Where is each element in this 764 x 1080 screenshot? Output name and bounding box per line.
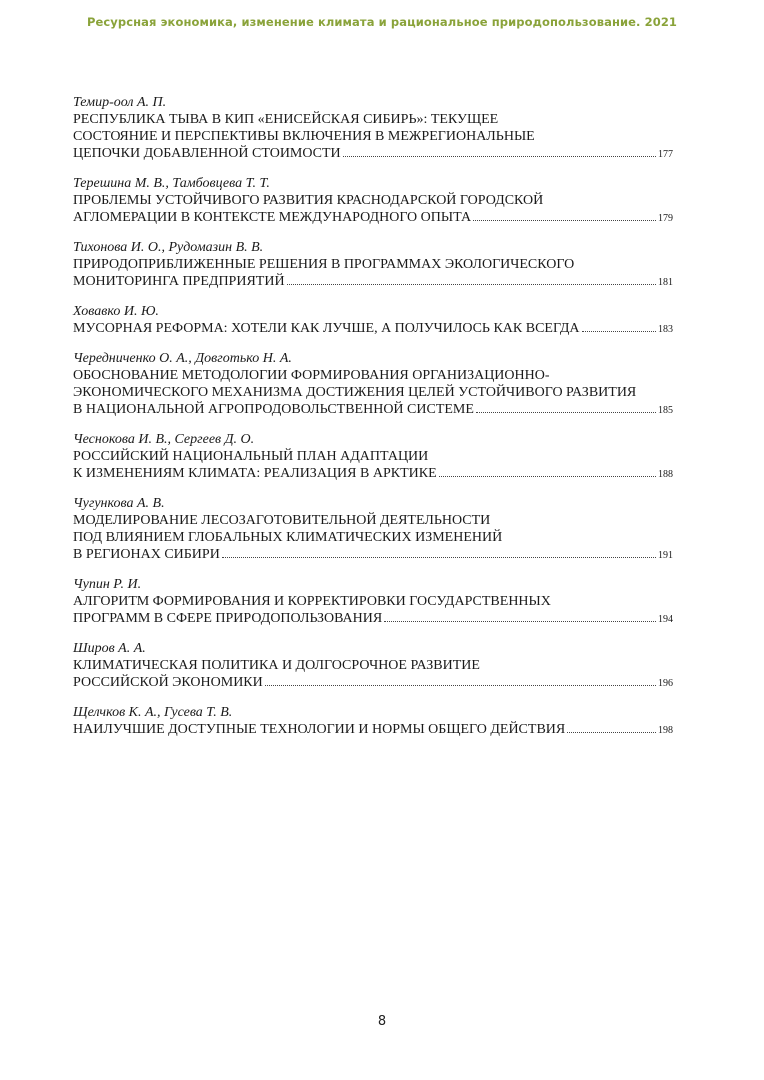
toc-page-number: 198 bbox=[658, 725, 673, 736]
toc-title-text: МОНИТОРИНГА ПРЕДПРИЯТИЙ bbox=[73, 274, 285, 289]
toc-title-line: ПРИРОДОПРИБЛИЖЕННЫЕ РЕШЕНИЯ В ПРОГРАММАХ ЭКОЛОГИЧЕСКОГО bbox=[73, 257, 575, 272]
toc-page-number: 185 bbox=[658, 405, 673, 416]
toc-title-line: РОССИЙСКИЙ НАЦИОНАЛЬНЫЙ ПЛАН АДАПТАЦИИ bbox=[73, 449, 429, 464]
toc-title-line: СОСТОЯНИЕ И ПЕРСПЕКТИВЫ ВКЛЮЧЕНИЯ В МЕЖРЕГИОНАЛЬНЫЕ bbox=[73, 129, 535, 144]
toc-page-number: 194 bbox=[658, 614, 673, 625]
toc-title-line: ОБОСНОВАНИЕ МЕТОДОЛОГИИ ФОРМИРОВАНИЯ ОРГАНИЗАЦИОННО- bbox=[73, 368, 550, 383]
toc-entry bbox=[73, 239, 673, 291]
toc-title-text: В РЕГИОНАХ СИБИРИ bbox=[73, 547, 220, 562]
toc-title-line: АЛГОРИТМ ФОРМИРОВАНИЯ И КОРРЕКТИРОВКИ ГОСУДАРСТВЕННЫХ bbox=[73, 594, 551, 609]
dot-leader bbox=[476, 409, 656, 413]
toc-title-line: КЛИМАТИЧЕСКАЯ ПОЛИТИКА И ДОЛГОСРОЧНОЕ РАЗВИТИЕ bbox=[73, 658, 480, 673]
toc-title-text: АГЛОМЕРАЦИИ В КОНТЕКСТЕ МЕЖДУНАРОДНОГО ОПЫТА bbox=[73, 210, 472, 225]
toc-entry bbox=[73, 431, 673, 483]
toc-title-line bbox=[73, 610, 673, 628]
dot-leader bbox=[582, 328, 656, 332]
toc-title-line bbox=[73, 465, 673, 483]
toc-entry bbox=[73, 175, 673, 227]
toc-title-line: РЕСПУБЛИКА ТЫВА В КИП «ЕНИСЕЙСКАЯ СИБИРЬ»: ТЕКУЩЕЕ bbox=[73, 112, 499, 127]
dot-leader bbox=[473, 217, 656, 221]
toc-authors: Чередниченко О. А., Довготько Н. А. bbox=[73, 351, 292, 366]
toc-authors: Чупин Р. И. bbox=[73, 577, 142, 592]
toc-entry bbox=[73, 704, 673, 739]
toc-page-number: 196 bbox=[658, 678, 673, 689]
toc-title-text: РОССИЙСКОЙ ЭКОНОМИКИ bbox=[73, 675, 263, 690]
toc-title-text: ПРОГРАММ В СФЕРЕ ПРИРОДОПОЛЬЗОВАНИЯ bbox=[73, 611, 383, 626]
toc-authors: Ховавко И. Ю. bbox=[73, 304, 159, 319]
toc-page-number: 191 bbox=[658, 550, 673, 561]
dot-leader bbox=[222, 554, 656, 558]
toc-title-line bbox=[73, 209, 673, 227]
toc-title-line bbox=[73, 721, 673, 739]
toc-title-line bbox=[73, 401, 673, 419]
toc-title-line: МОДЕЛИРОВАНИЕ ЛЕСОЗАГОТОВИТЕЛЬНОЙ ДЕЯТЕЛЬНОСТИ bbox=[73, 513, 491, 528]
toc-title-line: ЭКОНОМИЧЕСКОГО МЕХАНИЗМА ДОСТИЖЕНИЯ ЦЕЛЕЙ УСТОЙЧИВОГО РАЗВИТИЯ bbox=[73, 385, 637, 400]
toc-title-text: ЦЕПОЧКИ ДОБАВЛЕННОЙ СТОИМОСТИ bbox=[73, 146, 341, 161]
dot-leader bbox=[265, 682, 656, 686]
dot-leader bbox=[287, 281, 656, 285]
page-number: 8 bbox=[377, 1014, 387, 1029]
toc-page-number: 177 bbox=[658, 149, 673, 160]
running-header: Ресурсная экономика, изменение климата и рациональное природопользование. 2021 bbox=[86, 15, 678, 29]
toc-page-number: 183 bbox=[658, 324, 673, 335]
toc-entry bbox=[73, 495, 673, 564]
toc-title-line: ПРОБЛЕМЫ УСТОЙЧИВОГО РАЗВИТИЯ КРАСНОДАРСКОЙ ГОРОДСКОЙ bbox=[73, 193, 544, 208]
toc-title-line: ПОД ВЛИЯНИЕМ ГЛОБАЛЬНЫХ КЛИМАТИЧЕСКИХ ИЗМЕНЕНИЙ bbox=[73, 530, 503, 545]
toc-page-number: 179 bbox=[658, 213, 673, 224]
toc-authors: Чугункова А. В. bbox=[73, 496, 165, 511]
toc-title-line bbox=[73, 145, 673, 163]
toc-entry bbox=[73, 576, 673, 628]
toc-title-line bbox=[73, 674, 673, 692]
toc-page-number: 181 bbox=[658, 277, 673, 288]
dot-leader bbox=[343, 153, 656, 157]
toc-title-text: НАИЛУЧШИЕ ДОСТУПНЫЕ ТЕХНОЛОГИИ И НОРМЫ ОБЩЕГО ДЕЙСТВИЯ bbox=[73, 722, 566, 737]
table-of-contents bbox=[73, 94, 673, 751]
toc-title-line bbox=[73, 320, 673, 338]
toc-title-text: В НАЦИОНАЛЬНОЙ АГРОПРОДОВОЛЬСТВЕННОЙ СИСТЕМЕ bbox=[73, 402, 474, 417]
dot-leader bbox=[439, 473, 656, 477]
toc-authors: Темир-оол А. П. bbox=[73, 95, 167, 110]
toc-authors: Щелчков К. А., Гусева Т. В. bbox=[73, 705, 233, 720]
toc-authors: Терешина М. В., Тамбовцева Т. Т. bbox=[73, 176, 270, 191]
toc-authors: Чеснокова И. В., Сергеев Д. О. bbox=[73, 432, 255, 447]
dot-leader bbox=[384, 618, 656, 622]
dot-leader bbox=[567, 729, 656, 733]
toc-entry bbox=[73, 350, 673, 419]
toc-entry bbox=[73, 303, 673, 338]
toc-authors: Широв А. А. bbox=[73, 641, 146, 656]
toc-authors: Тихонова И. О., Рудомазин В. В. bbox=[73, 240, 264, 255]
toc-title-line bbox=[73, 273, 673, 291]
toc-entry bbox=[73, 94, 673, 163]
toc-title-text: К ИЗМЕНЕНИЯМ КЛИМАТА: РЕАЛИЗАЦИЯ В АРКТИКЕ bbox=[73, 466, 437, 481]
toc-entry bbox=[73, 640, 673, 692]
toc-page-number: 188 bbox=[658, 469, 673, 480]
toc-title-line bbox=[73, 546, 673, 564]
toc-title-text: МУСОРНАЯ РЕФОРМА: ХОТЕЛИ КАК ЛУЧШЕ, А ПОЛУЧИЛОСЬ КАК ВСЕГДА bbox=[73, 321, 580, 336]
